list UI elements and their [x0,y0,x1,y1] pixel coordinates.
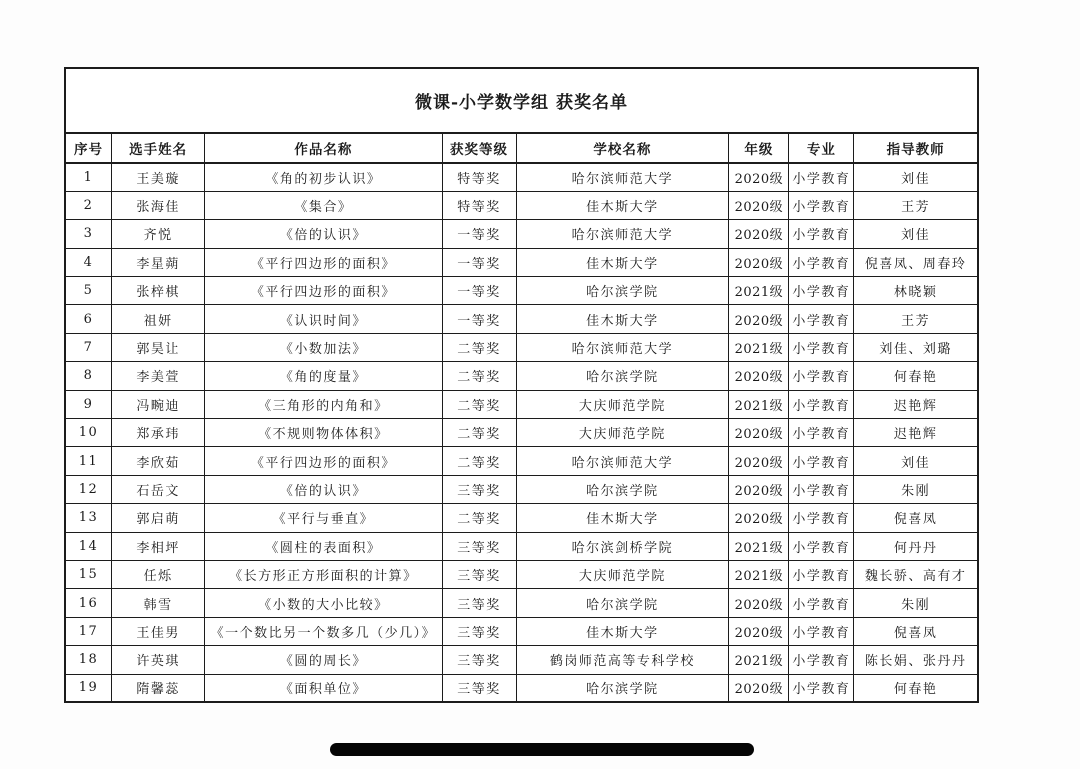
cell-major: 小学教育 [789,163,854,191]
column-header-school: 学校名称 [516,133,729,163]
cell-advisor: 迟艳辉 [854,419,978,447]
cell-major: 小学教育 [789,532,854,560]
cell-grade: 2021级 [729,390,789,418]
cell-work-title: 《不规则物体体积》 [205,419,442,447]
cell-grade: 2020级 [729,589,789,617]
cell-school-name: 哈尔滨师范大学 [516,163,729,191]
cell-major: 小学教育 [789,419,854,447]
cell-grade: 2020级 [729,617,789,645]
cell-major: 小学教育 [789,447,854,475]
cell-award-level: 一等奖 [442,277,516,305]
cell-work-title: 《长方形正方形面积的计算》 [205,560,442,588]
award-table [64,67,979,703]
cell-number: 4 [65,248,112,276]
cell-major: 小学教育 [789,504,854,532]
cell-advisor: 倪喜凤 [854,617,978,645]
cell-grade: 2020级 [729,419,789,447]
table-row [65,646,978,674]
column-header-number: 序号 [65,133,112,163]
cell-number: 11 [65,447,112,475]
table-row [65,532,978,560]
cell-work-title: 《认识时间》 [205,305,442,333]
cell-work-title: 《面积单位》 [205,674,442,702]
cell-major: 小学教育 [789,362,854,390]
cell-grade: 2020级 [729,305,789,333]
cell-number: 9 [65,390,112,418]
cell-major: 小学教育 [789,191,854,219]
cell-contestant-name: 隋馨蕊 [112,674,205,702]
cell-contestant-name: 石岳文 [112,475,205,503]
cell-grade: 2020级 [729,475,789,503]
cell-grade: 2020级 [729,248,789,276]
cell-contestant-name: 李相坪 [112,532,205,560]
table-row [65,220,978,248]
cell-work-title: 《圆的周长》 [205,646,442,674]
cell-number: 19 [65,674,112,702]
cell-grade: 2021级 [729,532,789,560]
cell-number: 6 [65,305,112,333]
cell-major: 小学教育 [789,617,854,645]
table-header-row [65,133,978,163]
cell-grade: 2020级 [729,447,789,475]
cell-major: 小学教育 [789,333,854,361]
cell-major: 小学教育 [789,475,854,503]
cell-award-level: 三等奖 [442,560,516,588]
cell-number: 1 [65,163,112,191]
table-row [65,163,978,191]
cell-number: 3 [65,220,112,248]
column-header-award-level: 获奖等级 [442,133,516,163]
table-row [65,333,978,361]
cell-grade: 2021级 [729,646,789,674]
column-header-work-title: 作品名称 [205,133,442,163]
cell-grade: 2021级 [729,333,789,361]
cell-school-name: 哈尔滨师范大学 [516,447,729,475]
cell-school-name: 佳木斯大学 [516,617,729,645]
cell-school-name: 哈尔滨师范大学 [516,220,729,248]
cell-advisor: 刘佳 [854,447,978,475]
table-row [65,390,978,418]
cell-grade: 2020级 [729,191,789,219]
cell-number: 12 [65,475,112,503]
cell-contestant-name: 李星蒴 [112,248,205,276]
table-row [65,475,978,503]
cell-award-level: 一等奖 [442,305,516,333]
cell-contestant-name: 张海佳 [112,191,205,219]
cell-award-level: 三等奖 [442,532,516,560]
cell-school-name: 哈尔滨学院 [516,475,729,503]
cell-number: 18 [65,646,112,674]
cell-award-level: 特等奖 [442,163,516,191]
cell-advisor: 何丹丹 [854,532,978,560]
table-title-row [65,68,978,133]
cell-number: 10 [65,419,112,447]
cell-award-level: 二等奖 [442,447,516,475]
table-row [65,191,978,219]
cell-award-level: 三等奖 [442,475,516,503]
cell-work-title: 《小数加法》 [205,333,442,361]
cell-number: 5 [65,277,112,305]
cell-major: 小学教育 [789,248,854,276]
cell-award-level: 三等奖 [442,589,516,617]
cell-number: 8 [65,362,112,390]
cell-award-level: 一等奖 [442,220,516,248]
cell-grade: 2020级 [729,362,789,390]
cell-contestant-name: 郑承玮 [112,419,205,447]
cell-contestant-name: 李美萱 [112,362,205,390]
cell-award-level: 二等奖 [442,504,516,532]
table-row [65,419,978,447]
cell-award-level: 特等奖 [442,191,516,219]
cell-contestant-name: 张梓棋 [112,277,205,305]
cell-contestant-name: 祖妍 [112,305,205,333]
column-header-grade: 年级 [729,133,789,163]
cell-advisor: 倪喜凤、周春玲 [854,248,978,276]
cell-contestant-name: 许英琪 [112,646,205,674]
cell-contestant-name: 韩雪 [112,589,205,617]
cell-number: 7 [65,333,112,361]
cell-contestant-name: 王美璇 [112,163,205,191]
cell-advisor: 陈长娟、张丹丹 [854,646,978,674]
cell-award-level: 二等奖 [442,419,516,447]
cell-grade: 2020级 [729,163,789,191]
cell-number: 2 [65,191,112,219]
column-header-advisor: 指导教师 [854,133,978,163]
cell-major: 小学教育 [789,589,854,617]
table-row [65,362,978,390]
bottom-bar [330,743,754,756]
cell-school-name: 佳木斯大学 [516,504,729,532]
cell-work-title: 《圆柱的表面积》 [205,532,442,560]
cell-school-name: 哈尔滨学院 [516,674,729,702]
table-row [65,617,978,645]
cell-work-title: 《倍的认识》 [205,475,442,503]
cell-school-name: 大庆师范学院 [516,390,729,418]
cell-advisor: 刘佳 [854,163,978,191]
cell-contestant-name: 王佳男 [112,617,205,645]
cell-award-level: 二等奖 [442,362,516,390]
cell-work-title: 《小数的大小比较》 [205,589,442,617]
cell-work-title: 《角的初步认识》 [205,163,442,191]
cell-school-name: 哈尔滨学院 [516,277,729,305]
cell-award-level: 二等奖 [442,390,516,418]
cell-school-name: 佳木斯大学 [516,248,729,276]
cell-advisor: 王芳 [854,305,978,333]
table-title: 微课-小学数学组 获奖名单 [65,68,978,133]
cell-number: 13 [65,504,112,532]
cell-advisor: 林晓颖 [854,277,978,305]
cell-school-name: 大庆师范学院 [516,560,729,588]
table-row [65,277,978,305]
table-row [65,560,978,588]
cell-grade: 2021级 [729,560,789,588]
cell-advisor: 刘佳、刘璐 [854,333,978,361]
cell-major: 小学教育 [789,646,854,674]
cell-work-title: 《角的度量》 [205,362,442,390]
cell-advisor: 朱刚 [854,475,978,503]
cell-work-title: 《集合》 [205,191,442,219]
cell-major: 小学教育 [789,305,854,333]
table-row [65,674,978,702]
cell-work-title: 《三角形的内角和》 [205,390,442,418]
cell-award-level: 二等奖 [442,333,516,361]
table-row [65,589,978,617]
cell-award-level: 三等奖 [442,646,516,674]
cell-number: 17 [65,617,112,645]
cell-advisor: 倪喜凤 [854,504,978,532]
cell-work-title: 《倍的认识》 [205,220,442,248]
cell-advisor: 朱刚 [854,589,978,617]
cell-major: 小学教育 [789,390,854,418]
cell-grade: 2020级 [729,674,789,702]
cell-award-level: 一等奖 [442,248,516,276]
cell-major: 小学教育 [789,220,854,248]
cell-contestant-name: 李欣茹 [112,447,205,475]
cell-school-name: 哈尔滨剑桥学院 [516,532,729,560]
table-row [65,305,978,333]
cell-number: 16 [65,589,112,617]
cell-advisor: 迟艳辉 [854,390,978,418]
cell-work-title: 《平行四边形的面积》 [205,447,442,475]
cell-advisor: 何春艳 [854,674,978,702]
cell-award-level: 三等奖 [442,674,516,702]
cell-major: 小学教育 [789,277,854,305]
cell-school-name: 哈尔滨学院 [516,362,729,390]
cell-contestant-name: 郭启萌 [112,504,205,532]
cell-advisor: 何春艳 [854,362,978,390]
cell-contestant-name: 冯畹迪 [112,390,205,418]
cell-school-name: 佳木斯大学 [516,191,729,219]
column-header-name: 选手姓名 [112,133,205,163]
cell-advisor: 魏长骄、高有才 [854,560,978,588]
cell-work-title: 《平行与垂直》 [205,504,442,532]
cell-school-name: 哈尔滨师范大学 [516,333,729,361]
cell-work-title: 《一个数比另一个数多几（少几）》 [205,617,442,645]
cell-work-title: 《平行四边形的面积》 [205,248,442,276]
cell-school-name: 佳木斯大学 [516,305,729,333]
cell-major: 小学教育 [789,560,854,588]
cell-grade: 2021级 [729,277,789,305]
cell-award-level: 三等奖 [442,617,516,645]
cell-advisor: 刘佳 [854,220,978,248]
cell-major: 小学教育 [789,674,854,702]
cell-school-name: 鹤岗师范高等专科学校 [516,646,729,674]
table-body [65,163,978,702]
cell-contestant-name: 任烁 [112,560,205,588]
column-header-major: 专业 [789,133,854,163]
cell-number: 15 [65,560,112,588]
cell-school-name: 哈尔滨学院 [516,589,729,617]
cell-school-name: 大庆师范学院 [516,419,729,447]
table-row [65,504,978,532]
table-row [65,447,978,475]
cell-contestant-name: 郭昊让 [112,333,205,361]
cell-advisor: 王芳 [854,191,978,219]
cell-grade: 2020级 [729,220,789,248]
cell-work-title: 《平行四边形的面积》 [205,277,442,305]
cell-number: 14 [65,532,112,560]
cell-grade: 2020级 [729,504,789,532]
cell-contestant-name: 齐悦 [112,220,205,248]
table-row [65,248,978,276]
